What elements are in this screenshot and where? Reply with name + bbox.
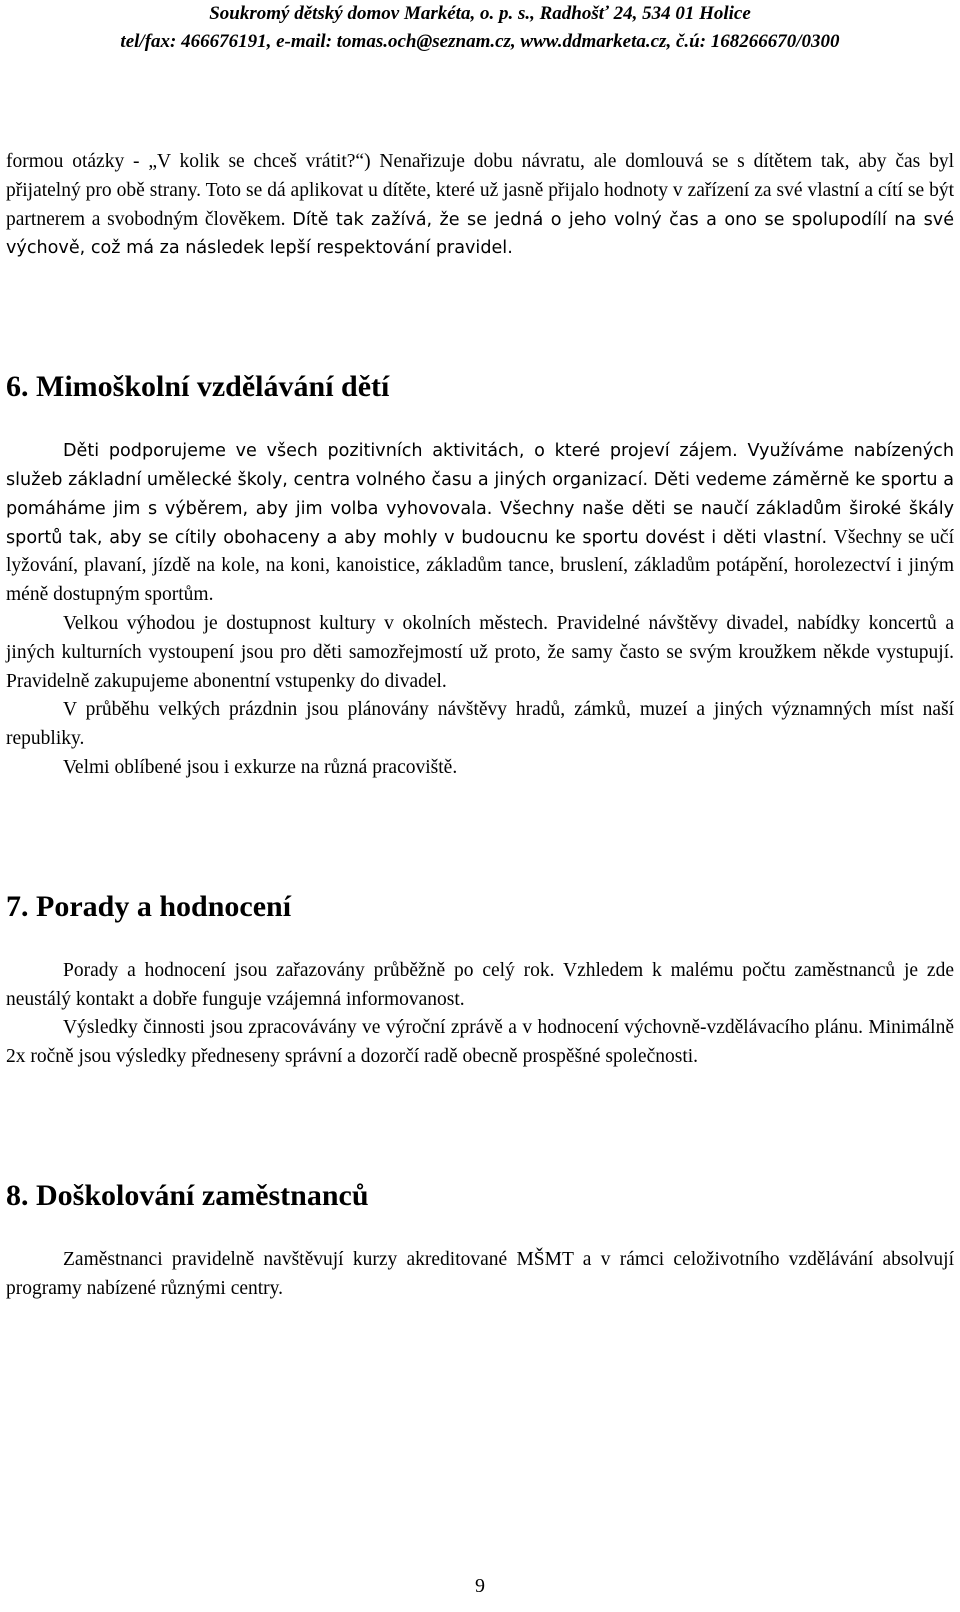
section-6-paragraph-2: Velkou výhodou je dostupnost kultury v okolních městech. Pravidelné návštěvy divadel, nabídky koncertů a jiných kulturních vystoupení jsou pro děti samozřejmostí už proto, že samy často se svým kroužkem někde vystupují. Pravidelně zakupujeme abonentní vstupenky do divadel. [6,612,954,692]
document-body [6,148,954,1304]
intro-text-1: formou otázky - „V kolik se chceš vrátit?“) Nenařizuje dobu návratu, ale domlouvá se s dítětem tak, aby čas byl přijatelný pro obě strany. Toto se dá aplikovat u dítěte, které už jasně přijalo hodnoty v zařízení za své vlastní a cítí se být partnerem a svobodným člověkem. [6,151,954,230]
intro-text-2: Dítě tak zažívá, že se jedná o jeho volný čas a ono se spolupodílí na své výchově, což má za následek lepší respektování pravidel. [6,209,955,259]
section-6-text-1: Děti podporujeme ve všech pozitivních aktivitách, o které projeví zájem. Využíváme nabízených služeb základní umělecké školy, centra volného času a jiných organizací. Děti vedeme záměrně ke sportu a pomáháme jim s výběrem, aby jim volba vyhovovala. Všechny naše děti se naučí základům široké škály sportů tak, aby se cítily obohaceny a aby mohly v budoucnu ke sportu dovést i děti vlastní. [6,441,954,548]
section-8-heading: 8. Doškolování zaměstnanců [6,1178,369,1212]
section-6-text-1b: Všechny se učí lyžování, plavaní, jízdě na kole, na koni, kanoistice, základům tance, bruslení, základům potápění, horolezectví i jiným méně dostupným sportům. [6,526,954,606]
intro-paragraph [6,148,954,263]
page-number: 9 [475,1575,485,1597]
section-6-paragraph-1 [6,437,954,610]
section-7-paragraph-1: Porady a hodnocení jsou zařazovány průběžně po celý rok. Vzhledem k malému počtu zaměstnanců je zde neustálý kontakt a dobře funguje vzájemná informovanost. [6,959,954,1010]
page-header [0,0,960,56]
section-6-paragraph-3: V průběhu velkých prázdnin jsou plánovány návštěvy hradů, zámků, muzeí a jiných významných míst naší republiky. [6,699,954,750]
section-7-paragraph-2: Výsledky činnosti jsou zpracovávány ve výroční zprávě a v hodnocení výchovně-vzdělávacího plánu. Minimálně 2x ročně jsou výsledky předneseny správní a dozorčí radě obecně prospěšné společnosti. [6,1017,954,1068]
header-contacts: tel/fax: 466676191, e-mail: tomas.och@seznam.cz, www.ddmarketa.cz, č.ú: 168266670/0300 [120,31,840,52]
section-6-heading: 6. Mimoškolní vzdělávání dětí [6,370,390,404]
header-address: Soukromý dětský domov Markéta, o. p. s., Radhošť 24, 534 01 Holice [209,3,751,24]
section-6-paragraph-4: Velmi oblíbené jsou i exkurze na různá pracoviště. [63,756,458,778]
section-8-paragraph-1: Zaměstnanci pravidelně navštěvují kurzy akreditované MŠMT a v rámci celoživotního vzdělávání absolvují programy nabízené různými centry. [6,1248,954,1299]
section-7-heading: 7. Porady a hodnocení [6,889,292,923]
